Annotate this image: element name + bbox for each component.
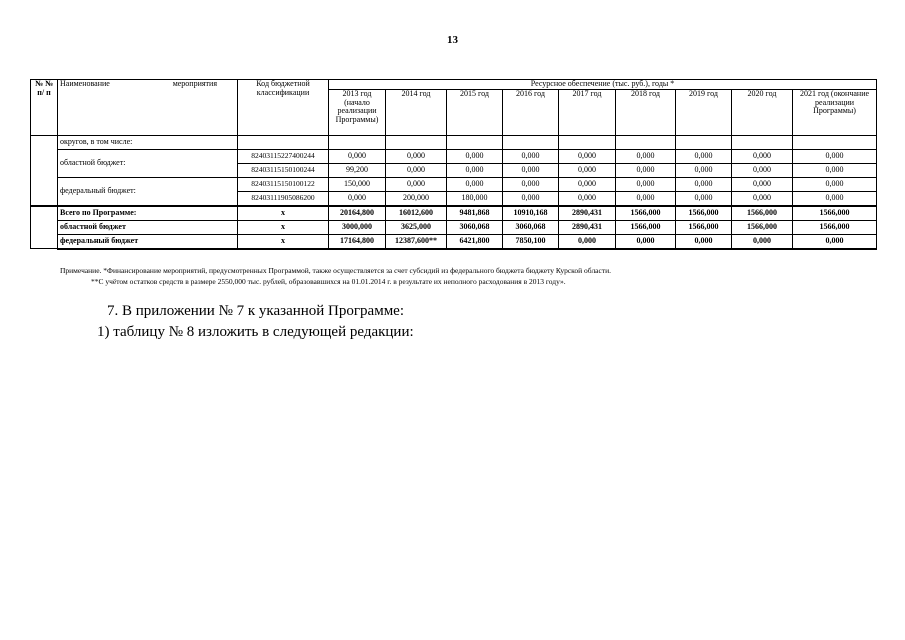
- row-value: [732, 135, 793, 149]
- row-value: 0,000: [559, 149, 616, 163]
- row-value: [676, 135, 732, 149]
- total-row: [31, 206, 877, 221]
- row-value: [793, 135, 877, 149]
- row-value: 0,000: [616, 149, 676, 163]
- row-value: 99,200: [329, 163, 386, 177]
- header-code: Код бюджетной классификации: [238, 80, 329, 136]
- row-name: областной бюджет:: [58, 149, 238, 177]
- header-name-right: мероприятия: [172, 79, 217, 88]
- row-value: 0,000: [447, 163, 503, 177]
- row-value: 0,000: [503, 191, 559, 206]
- total-value: 1566,000: [616, 220, 676, 234]
- total-value: 1566,000: [616, 206, 676, 221]
- row-code: [238, 135, 329, 149]
- total-row: [31, 220, 877, 234]
- header-year: 2013 год (начало реализации Программы): [329, 89, 386, 135]
- total-value: 1566,000: [732, 220, 793, 234]
- header-year: 2020 год: [732, 89, 793, 135]
- row-value: [329, 135, 386, 149]
- row-value: 0,000: [732, 149, 793, 163]
- row-value: 0,000: [676, 177, 732, 191]
- row-value: [503, 135, 559, 149]
- total-value: 2890,431: [559, 206, 616, 221]
- total-value: 3625,000: [386, 220, 447, 234]
- row-value: [386, 135, 447, 149]
- row-value: 0,000: [447, 177, 503, 191]
- paragraph-instruction: 1) таблицу № 8 изложить в следующей редакции:: [97, 324, 414, 340]
- total-value: 0,000: [732, 234, 793, 249]
- row-code: 82403115227400244: [238, 149, 329, 163]
- total-value: 7850,100: [503, 234, 559, 249]
- total-code: х: [238, 220, 329, 234]
- row-value: 0,000: [386, 177, 447, 191]
- row-value: 0,000: [732, 191, 793, 206]
- row-value: 0,000: [329, 191, 386, 206]
- header-name: [58, 80, 238, 136]
- row-value: 0,000: [503, 149, 559, 163]
- total-value: 12387,600**: [386, 234, 447, 249]
- total-value: 3060,068: [503, 220, 559, 234]
- row-value: 0,000: [559, 191, 616, 206]
- row-value: 0,000: [732, 163, 793, 177]
- row-code: 82403111905086200: [238, 191, 329, 206]
- total-value: 0,000: [793, 234, 877, 249]
- budget-table: [30, 79, 877, 250]
- row-value: [616, 135, 676, 149]
- row-code: 82403115150100122: [238, 177, 329, 191]
- table-row: [31, 177, 877, 191]
- total-row: [31, 234, 877, 249]
- row-name: федеральный бюджет:: [58, 177, 238, 206]
- total-value: 10910,168: [503, 206, 559, 221]
- total-value: 1566,000: [732, 206, 793, 221]
- total-value: 9481,868: [447, 206, 503, 221]
- row-value: 0,000: [386, 149, 447, 163]
- row-value: 0,000: [793, 177, 877, 191]
- table-note-residuals: **С учётом остатков средств в размере 2550,000 тыс. рублей, образовавшихся на 01.01.2014 г. в результате их неполного расходования в 2013 году».: [91, 277, 566, 286]
- row-num-cell: [31, 135, 58, 206]
- total-value: 1566,000: [793, 220, 877, 234]
- total-value: 0,000: [559, 234, 616, 249]
- total-name: областной бюджет: [58, 220, 238, 234]
- row-name: округов, в том числе:: [58, 135, 238, 149]
- row-value: 0,000: [793, 149, 877, 163]
- row-value: 0,000: [329, 149, 386, 163]
- header-year: 2017 год: [559, 89, 616, 135]
- row-value: 0,000: [616, 163, 676, 177]
- total-code: х: [238, 206, 329, 221]
- total-value: 1566,000: [793, 206, 877, 221]
- row-value: 0,000: [559, 177, 616, 191]
- row-value: 0,000: [386, 163, 447, 177]
- table-header-row: [31, 80, 877, 90]
- row-value: 0,000: [503, 163, 559, 177]
- row-value: 0,000: [616, 177, 676, 191]
- row-value: 0,000: [559, 163, 616, 177]
- table-row: [31, 149, 877, 163]
- total-value: 6421,800: [447, 234, 503, 249]
- table-row: [31, 135, 877, 149]
- header-name-left: Наименование: [60, 79, 110, 88]
- total-value: 0,000: [676, 234, 732, 249]
- row-value: [559, 135, 616, 149]
- header-year: 2019 год: [676, 89, 732, 135]
- total-value: 2890,431: [559, 220, 616, 234]
- row-value: 200,000: [386, 191, 447, 206]
- row-value: 0,000: [503, 177, 559, 191]
- row-value: 0,000: [447, 149, 503, 163]
- header-num: № № п/ п: [31, 80, 58, 136]
- page-number: 13: [447, 34, 458, 46]
- row-value: 0,000: [676, 191, 732, 206]
- row-value: 0,000: [793, 163, 877, 177]
- total-name: федеральный бюджет: [58, 234, 238, 249]
- total-value: 1566,000: [676, 220, 732, 234]
- row-code: 82403115150100244: [238, 163, 329, 177]
- header-year: 2018 год: [616, 89, 676, 135]
- row-value: 180,000: [447, 191, 503, 206]
- header-resources: Ресурсное обеспечение (тыс. руб.), годы *: [329, 80, 877, 90]
- total-value: 20164,800: [329, 206, 386, 221]
- header-year: 2014 год: [386, 89, 447, 135]
- row-value: 150,000: [329, 177, 386, 191]
- row-value: 0,000: [732, 177, 793, 191]
- total-code: х: [238, 234, 329, 249]
- row-value: 0,000: [793, 191, 877, 206]
- total-name: Всего по Программе:: [58, 206, 238, 221]
- total-value: 1566,000: [676, 206, 732, 221]
- header-year: 2016 год: [503, 89, 559, 135]
- total-value: 3060,068: [447, 220, 503, 234]
- total-value: 3000,000: [329, 220, 386, 234]
- row-value: [447, 135, 503, 149]
- row-value: 0,000: [676, 163, 732, 177]
- row-num-cell: [31, 206, 58, 249]
- total-value: 16012,600: [386, 206, 447, 221]
- header-year: 2015 год: [447, 89, 503, 135]
- header-year: 2021 год (окончание реализации Программы): [793, 89, 877, 135]
- row-value: 0,000: [676, 149, 732, 163]
- paragraph-appendix: 7. В приложении № 7 к указанной Программе:: [107, 303, 405, 319]
- table-note: Примечание. *Финансирование мероприятий, предусмотренных Программой, также осуществляется за счет субсидий из федерального бюджета бюджету Курской области.: [60, 266, 612, 275]
- row-value: 0,000: [616, 191, 676, 206]
- total-value: 0,000: [616, 234, 676, 249]
- total-value: 17164,800: [329, 234, 386, 249]
